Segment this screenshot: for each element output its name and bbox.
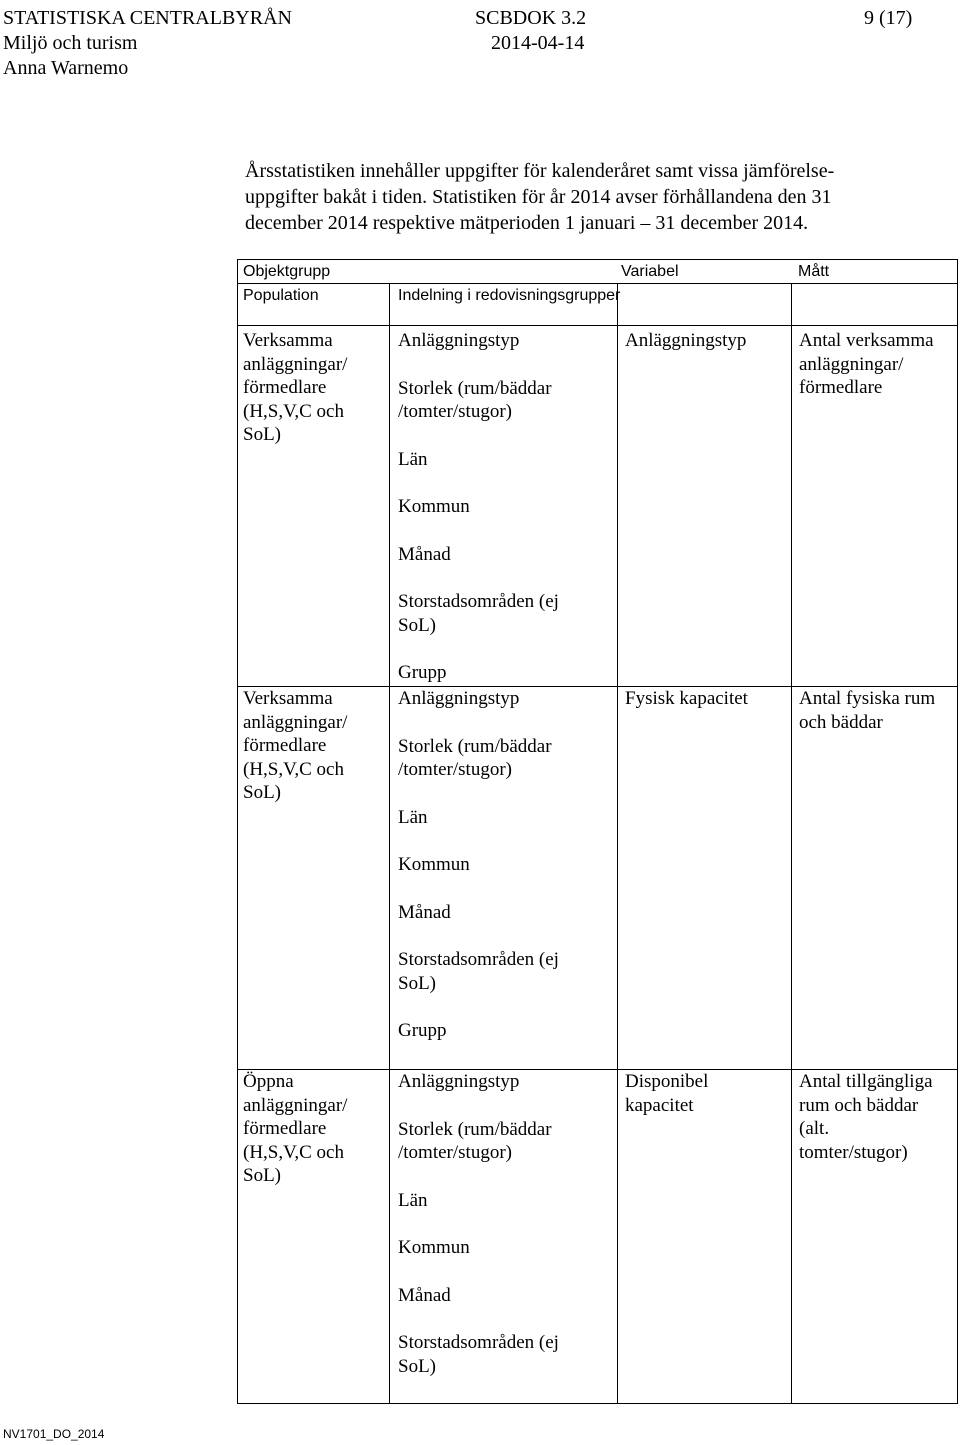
table-cell-line: förmedlare: [243, 1118, 327, 1139]
line-gap: [398, 519, 559, 543]
line-gap: [398, 637, 559, 661]
table-cell-line: anläggningar/: [243, 711, 348, 733]
line-gap: [398, 471, 559, 495]
line-gap: [398, 1212, 559, 1236]
table-cell-line: SoL): [398, 1355, 436, 1377]
table-border-top: [237, 259, 958, 260]
line-gap: [398, 711, 559, 735]
table-cell-line: kapacitet: [625, 1094, 694, 1116]
table-cell-line: (H,S,V,C och: [243, 400, 344, 422]
header-variabel: Variabel: [621, 263, 679, 280]
table-cell-line: Anläggningstyp: [398, 330, 520, 351]
table-cell-line: Grupp: [398, 662, 447, 683]
intro-line: uppgifter bakåt i tiden. Statistiken för år 2014 avser förhållandena den 31: [245, 186, 832, 208]
org-name: STATISTISKA CENTRALBYRÅN: [3, 7, 292, 29]
variables-table: [237, 259, 958, 1404]
table-cell-line: Verksamma: [243, 688, 333, 709]
row1-matt: [799, 329, 934, 400]
column-divider: [617, 283, 618, 1404]
table-cell-line: Antal tillgängliga: [799, 1071, 933, 1092]
table-cell-line: förmedlare: [799, 377, 883, 398]
table-cell-line: Verksamma: [243, 330, 333, 351]
row2-matt: [799, 687, 935, 734]
table-cell-line: Öppna: [243, 1071, 294, 1092]
table-cell-line: Storlek (rum/bäddar: [398, 1118, 552, 1140]
line-gap: [398, 995, 559, 1019]
table-cell-line: anläggningar/: [799, 353, 904, 375]
table-cell-line: rum och bäddar: [799, 1094, 919, 1116]
table-cell-line: förmedlare: [243, 377, 327, 398]
table-cell-line: Kommun: [398, 496, 470, 517]
author: Anna Warnemo: [3, 57, 129, 79]
header-indelning: [398, 286, 620, 306]
table-cell-line: Fysisk kapacitet: [625, 688, 748, 709]
table-border-right: [957, 259, 958, 1404]
table-cell-line: Månad: [398, 901, 451, 923]
table-cell-line: SoL): [243, 424, 281, 445]
table-cell-line: Storstadsområden (ej: [398, 591, 559, 612]
table-cell-line: SoL): [243, 1165, 281, 1186]
table-cell-line: anläggningar/: [243, 353, 348, 375]
line-gap: [398, 829, 559, 853]
table-cell-line: förmedlare: [243, 735, 327, 756]
table-cell-line: Anläggningstyp: [398, 688, 520, 709]
header-matt: Mått: [798, 263, 830, 280]
header-population: Population: [243, 287, 319, 304]
table-cell-line: Kommun: [398, 1237, 470, 1258]
column-divider: [791, 283, 792, 1404]
line-gap: [398, 566, 559, 590]
line-gap: [398, 1307, 559, 1331]
header-indelning-line: Indelning i: [398, 287, 471, 304]
table-cell-line: Antal verksamma: [799, 330, 934, 351]
table-cell-line: Storstadsområden (ej: [398, 949, 559, 970]
line-gap: [398, 1260, 559, 1284]
table-cell-line: Län: [398, 1189, 428, 1211]
row1-indelning: [398, 329, 559, 685]
table-cell-line: Månad: [398, 1284, 451, 1306]
document-date: 2014-04-14: [491, 32, 585, 54]
line-gap: [398, 1165, 559, 1189]
table-cell-line: Storstadsområden (ej: [398, 1332, 559, 1353]
table-cell-line: /tomter/stugor): [398, 759, 512, 780]
table-cell-line: /tomter/stugor): [398, 1142, 512, 1163]
header-indelning-line: redovisningsgrupper: [475, 287, 621, 304]
row3-population: [243, 1070, 347, 1188]
line-gap: [398, 924, 559, 948]
table-cell-line: SoL): [398, 972, 436, 994]
row3-indelning: [398, 1070, 559, 1378]
table-cell-line: anläggningar/: [243, 1094, 348, 1116]
subheader-separator: [237, 325, 958, 326]
document-id: SCBDOK 3.2: [475, 7, 587, 29]
table-cell-line: Län: [398, 806, 428, 828]
table-cell-line: (H,S,V,C och: [243, 1141, 344, 1163]
table-cell-line: SoL): [243, 782, 281, 803]
department: Miljö och turism: [3, 32, 138, 54]
table-cell-line: Storlek (rum/bäddar: [398, 377, 552, 399]
row2-variabel: [625, 687, 748, 711]
row3-matt: [799, 1070, 933, 1164]
column-divider: [389, 283, 390, 1404]
page-number: 9 (17): [864, 7, 913, 29]
intro-paragraph: [245, 158, 935, 236]
table-cell-line: Kommun: [398, 854, 470, 875]
table-cell-line: tomter/stugor): [799, 1141, 908, 1163]
line-gap: [398, 782, 559, 806]
table-cell-line: Månad: [398, 543, 451, 565]
table-cell-line: Antal fysiska rum: [799, 688, 936, 709]
table-cell-line: Anläggningstyp: [625, 330, 747, 351]
row1-variabel: [625, 329, 746, 353]
table-cell-line: Anläggningstyp: [398, 1071, 520, 1092]
table-cell-line: SoL): [398, 614, 436, 636]
line-gap: [398, 424, 559, 448]
line-gap: [398, 353, 559, 377]
table-cell-line: Disponibel: [625, 1071, 709, 1092]
row1-population: [243, 329, 347, 447]
footer-code: NV1701_DO_2014: [3, 1427, 105, 1441]
table-cell-line: /tomter/stugor): [398, 401, 512, 422]
row2-population: [243, 687, 347, 805]
row2-indelning: [398, 687, 559, 1043]
header-objektgrupp: Objektgrupp: [243, 263, 331, 280]
line-gap: [398, 1094, 559, 1118]
intro-line: december 2014 respektive mätperioden 1 januari – 31 december 2014.: [245, 212, 809, 234]
table-cell-line: (alt.: [799, 1118, 830, 1139]
intro-line: Årsstatistiken innehåller uppgifter för kalenderåret samt vissa jämförelse-: [245, 160, 835, 182]
header-separator: [237, 283, 958, 284]
table-cell-line: Län: [398, 448, 428, 470]
row3-variabel: [625, 1070, 708, 1117]
table-cell-line: och bäddar: [799, 711, 883, 733]
table-cell-line: (H,S,V,C och: [243, 758, 344, 780]
table-border-bottom: [237, 1403, 958, 1404]
table-border-left: [237, 259, 238, 1404]
table-cell-line: Storlek (rum/bäddar: [398, 735, 552, 757]
line-gap: [398, 877, 559, 901]
table-cell-line: Grupp: [398, 1020, 447, 1041]
